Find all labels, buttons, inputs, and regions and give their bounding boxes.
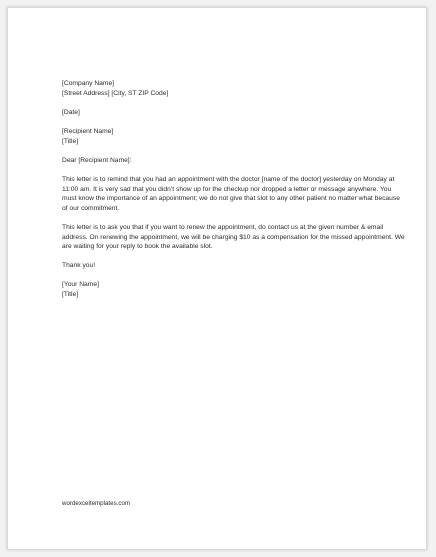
company-name: [Company Name] xyxy=(62,80,115,87)
sender-address: [Street Address] [City, ST ZIP Code] xyxy=(62,89,169,97)
date-block xyxy=(62,108,407,118)
body-paragraph-2: This letter is to ask you that if you want to renew the appointment, do contact us at the given number & email address. On renewing the appointment, we will be charging $10 as a compensation for the missed appointment. We are waiting for your reply to book the available slot. xyxy=(62,223,405,251)
body-paragraph-2-block xyxy=(62,223,407,252)
signature-name: [Your Name] xyxy=(62,281,99,289)
recipient-block xyxy=(62,127,407,146)
footer-website: wordexceltemplates.com xyxy=(62,500,131,507)
letter-content xyxy=(62,79,407,309)
salutation: Dear [Recipient Name]: xyxy=(62,156,132,164)
body-paragraph-1: This letter is to remind that you had an appointment with the doctor [name of the doctor] yesterday on Monday at 11:00 am. It is very sad that you didn’t show up for the checkup nor dropped a letter or message anywhere. You must know the importance of an appointment; we do not give that slot to any other patient no matter what because of our commitment. xyxy=(62,175,400,212)
recipient-title: [Title] xyxy=(62,137,79,145)
closing-block xyxy=(62,261,407,271)
sender-block xyxy=(62,79,407,98)
recipient-name: [Recipient Name] xyxy=(62,127,114,135)
letter-page xyxy=(7,7,427,550)
signature-title: [Title] xyxy=(62,291,79,299)
letter-date: [Date] xyxy=(62,108,80,116)
salutation-block xyxy=(62,156,407,166)
body-paragraph-1-block xyxy=(62,175,407,213)
signature-block xyxy=(62,280,407,299)
closing: Thank you! xyxy=(62,262,96,270)
